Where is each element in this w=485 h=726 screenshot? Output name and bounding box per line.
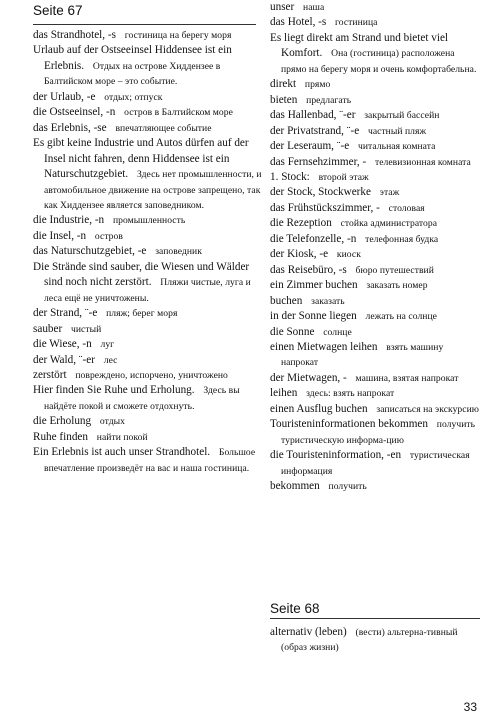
russian-translation: отдых (99, 416, 126, 428)
section-title-seite-67: Seite 67 (33, 3, 83, 18)
german-term: das Reisebüro, -s (270, 263, 347, 276)
vocab-entry (270, 263, 480, 278)
russian-translation: (вести) альтерна-тивный (образ жизни) (281, 627, 458, 654)
german-term: bieten (270, 93, 298, 106)
right-vocabulary-column (270, 0, 480, 495)
german-term: direkt (270, 78, 297, 91)
russian-translation: остров в Балтийском море (124, 107, 233, 119)
russian-translation: промышленность (112, 215, 186, 227)
german-term: der Wald, ¨-er (33, 353, 95, 366)
russian-translation: прямо (304, 79, 331, 91)
russian-translation: киоск (336, 249, 361, 261)
section-divider (270, 618, 480, 619)
russian-translation: закрытый бассейн (364, 110, 440, 122)
vocab-entry (33, 229, 265, 244)
german-term: die Touristeninformation, -en (270, 449, 402, 462)
german-term: Es liegt direkt am Strand und bietet viel Komfort. (270, 31, 449, 60)
german-term: der Strand, ¨-e (33, 307, 98, 320)
vocab-entry (270, 0, 480, 15)
russian-translation: чистый (71, 323, 102, 335)
russian-translation: получить (328, 481, 367, 493)
russian-translation: Здесь вы найдёте покой и сможете отдохнуть. (44, 385, 240, 412)
russian-translation: телевизионная комната (374, 156, 471, 168)
vocab-entry (33, 213, 265, 228)
german-term: Ein Erlebnis ist auch unser Strandhotel. (33, 446, 211, 459)
vocab-entry (270, 325, 480, 340)
russian-translation: повреждено, испорчено, уничтожено (75, 369, 228, 381)
german-term: einen Mietwagen leihen (270, 340, 378, 353)
russian-translation: найти покой (96, 431, 148, 443)
german-term: buchen (270, 294, 303, 307)
russian-translation: второй этаж (318, 171, 369, 183)
german-term: der Stock, Stockwerke (270, 186, 371, 199)
german-term: 1. Stock: (270, 170, 310, 183)
vocab-entry (270, 185, 480, 200)
vocab-entry (270, 417, 480, 448)
russian-translation: Здесь нет промышленности, и автомобильное движение на острове запрещено, так как Хиддензее является заповедником. (44, 169, 262, 211)
russian-translation: телефонная будка (365, 233, 439, 245)
vocab-entry (270, 201, 480, 216)
russian-translation: гостиница на берегу моря (124, 30, 232, 41)
german-term: das Frühstückszimmer, - (270, 201, 380, 214)
russian-translation: пляж; берег моря (106, 308, 178, 320)
german-term: Die Strände sind sauber, die Wiesen und Wälder sind noch nicht zerstört. (33, 260, 250, 289)
german-term: der Urlaub, -e (33, 90, 96, 103)
russian-translation: частный пляж (367, 125, 427, 137)
german-term: Ruhe finden (33, 430, 88, 443)
german-term: das Erlebnis, -se (33, 121, 107, 134)
russian-translation: читальная комната (358, 141, 436, 153)
german-term: die Erholung (33, 415, 92, 428)
vocab-entry (270, 278, 480, 293)
vocab-entry (33, 28, 265, 43)
russian-translation: Пляжи чистые, луга и леса ещё не уничтожены. (44, 277, 251, 304)
russian-translation: туристическая информация (281, 450, 470, 477)
german-term: der Privatstrand, ¨-e (270, 124, 360, 137)
russian-translation: лес (103, 354, 118, 366)
russian-translation: предлагать (306, 94, 352, 106)
russian-translation: получить туристическую информа-цию (281, 419, 476, 446)
german-term: die Telefonzelle, -n (270, 232, 357, 245)
vocab-entry (270, 386, 480, 401)
page-number: 33 (463, 700, 477, 714)
russian-translation: Большое впечатление произведёт на вас и наша гостиница. (44, 447, 256, 474)
vocab-entry (33, 121, 265, 136)
russian-translation: солнце (323, 326, 352, 338)
russian-translation: отдых; отпуск (104, 91, 163, 103)
vocab-entry (33, 383, 265, 414)
seite-68-vocabulary-column (270, 625, 480, 656)
left-vocabulary-column (33, 28, 265, 476)
vocab-entry (33, 368, 265, 383)
russian-translation: этаж (379, 187, 400, 199)
vocab-entry (33, 337, 265, 352)
german-term: das Hallenbad, ¨-er (270, 109, 356, 122)
vocab-entry (270, 340, 480, 371)
russian-translation: гостиница (335, 17, 378, 29)
vocab-entry (33, 43, 265, 89)
vocab-entry (270, 216, 480, 231)
russian-translation: остров (94, 230, 123, 242)
german-term: die Insel, -n (33, 229, 87, 242)
german-term: das Strandhotel, -s (33, 29, 116, 41)
vocab-entry (270, 31, 480, 77)
vocab-entry (33, 414, 265, 429)
russian-translation: столовая (388, 202, 425, 214)
vocab-entry (270, 93, 480, 108)
russian-translation: Она (гостиница) расположена прямо на берегу моря и очень комфортабельна. (281, 48, 477, 75)
section-divider (33, 24, 256, 25)
german-term: die Industrie, -n (33, 214, 105, 227)
vocab-entry (270, 402, 480, 417)
vocab-entry (270, 448, 480, 479)
russian-translation: заказать номер (366, 280, 428, 292)
russian-translation: впечатляющее событие (115, 122, 212, 134)
german-term: die Ostseeinsel, -n (33, 106, 116, 119)
vocab-entry (270, 77, 480, 92)
german-term: das Fernsehzimmer, - (270, 155, 367, 168)
german-term: der Mietwagen, - (270, 371, 347, 384)
german-term: die Rezeption (270, 217, 332, 230)
vocab-entry (270, 124, 480, 139)
vocab-entry (33, 260, 265, 306)
vocab-entry (270, 155, 480, 170)
german-term: ein Zimmer buchen (270, 279, 358, 292)
german-term: der Leseraum, ¨-e (270, 140, 350, 153)
german-term: die Wiese, -n (33, 338, 92, 351)
russian-translation: Отдых на острове Хиддензее в Балтийском море – это событие. (44, 60, 221, 88)
russian-translation: записаться на экскурсию (376, 403, 479, 415)
russian-translation: заповедник (155, 246, 202, 258)
vocab-entry (270, 479, 480, 494)
russian-translation: бюро путешествий (355, 264, 434, 276)
russian-translation: взять машину напрокат (281, 341, 444, 369)
german-term: alternativ (leben) (270, 626, 347, 638)
german-term: sauber (33, 322, 63, 335)
vocab-entry (33, 90, 265, 105)
vocab-entry (270, 15, 480, 30)
german-term: unser (270, 1, 295, 13)
german-term: Urlaub auf der Ostseeinsel Hiddensee ist ein Erlebnis. (33, 44, 232, 72)
vocab-entry (270, 108, 480, 123)
vocab-entry (33, 244, 265, 259)
russian-translation: заказать (311, 295, 345, 307)
vocab-entry (33, 353, 265, 368)
german-term: Touristeninformationen bekommen (270, 418, 428, 431)
german-term: der Kiosk, -e (270, 248, 329, 261)
vocab-entry (270, 625, 480, 656)
vocab-entry (33, 322, 265, 337)
german-term: bekommen (270, 480, 320, 493)
section-title-seite-68: Seite 68 (270, 601, 320, 616)
german-term: leihen (270, 387, 298, 400)
russian-translation: машина, взятая напрокат (355, 372, 459, 384)
vocab-entry (270, 139, 480, 154)
vocab-entry (33, 430, 265, 445)
german-term: in der Sonne liegen (270, 310, 357, 323)
russian-translation: наша (303, 2, 325, 13)
german-term: zerstört (33, 368, 67, 381)
vocab-entry (33, 306, 265, 321)
german-term: das Hotel, -s (270, 16, 327, 29)
vocab-entry (270, 294, 480, 309)
russian-translation: здесь: взять напрокат (306, 388, 395, 400)
german-term: Es gibt keine Industrie und Autos dürfen auf der Insel nicht fahren, denn Hiddensee ist ein Naturschutzgebiet. (33, 137, 249, 181)
vocab-entry (33, 105, 265, 120)
vocab-entry (270, 309, 480, 324)
german-term: die Sonne (270, 325, 315, 338)
vocab-entry (33, 445, 265, 476)
vocab-entry (270, 232, 480, 247)
russian-translation: лежать на солнце (365, 311, 437, 323)
vocab-entry (270, 247, 480, 262)
vocab-entry (270, 371, 480, 386)
russian-translation: луг (100, 339, 115, 351)
russian-translation: стойка администратора (340, 218, 438, 230)
german-term: das Naturschutzgebiet, -e (33, 245, 147, 258)
vocab-entry (270, 170, 480, 185)
german-term: einen Ausflug buchen (270, 402, 368, 415)
vocab-entry (33, 136, 265, 213)
german-term: Hier finden Sie Ruhe und Erholung. (33, 384, 195, 397)
